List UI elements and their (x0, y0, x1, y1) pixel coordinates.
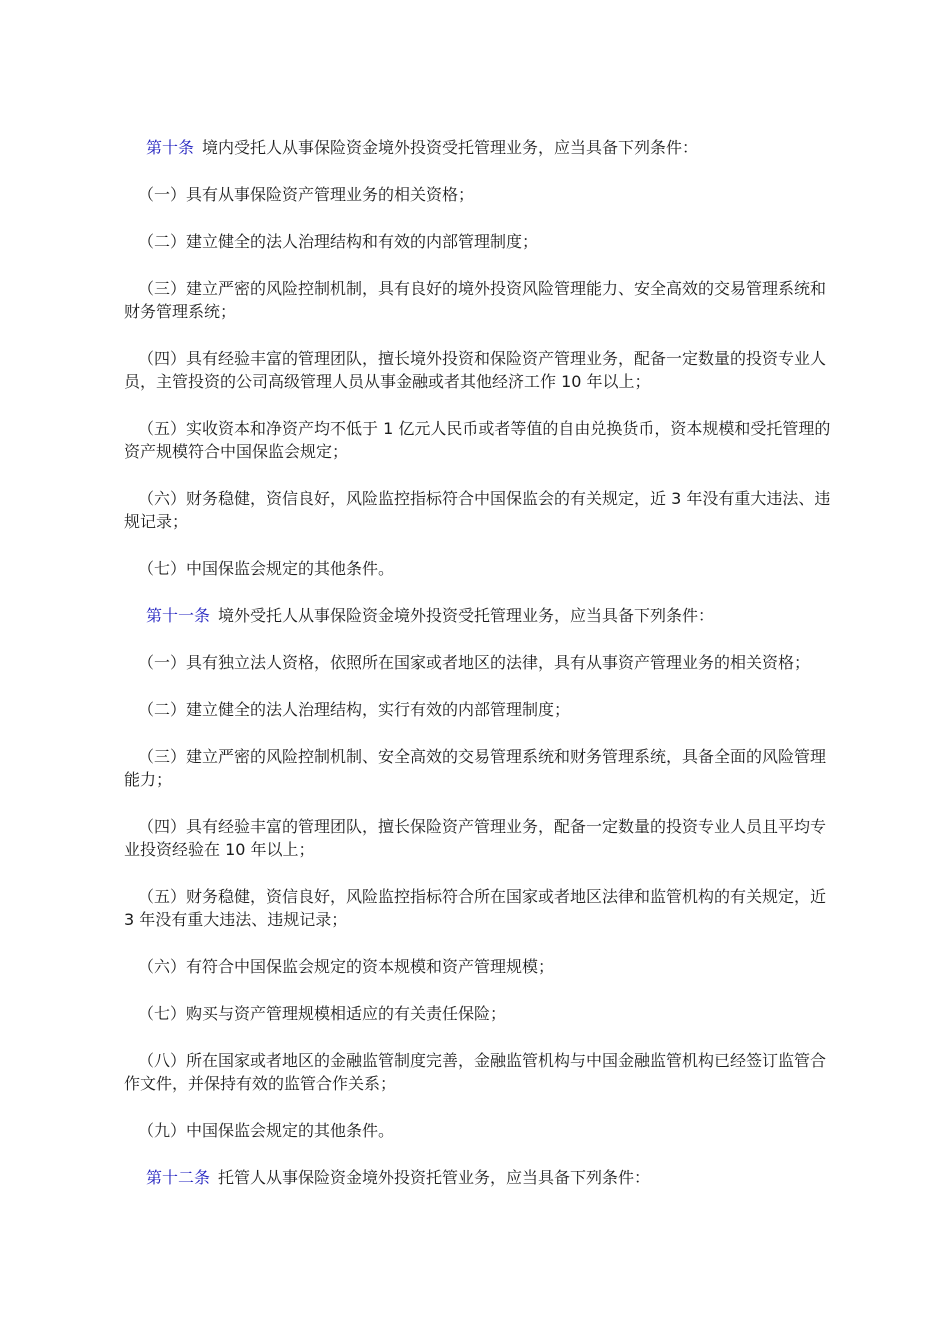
article-12-label: 第十二条 (146, 1168, 211, 1187)
article-11-label: 第十一条 (146, 606, 211, 625)
article-10-item-4: （四）具有经验丰富的管理团队，擅长境外投资和保险资产管理业务，配备一定数量的投资专业人员，主管投资的公司高级管理人员从事金融或者其他经济工作 10 年以上； (124, 349, 827, 391)
article-11-item-4: （四）具有经验丰富的管理团队，擅长保险资产管理业务，配备一定数量的投资专业人员且平均专业投资经验在 10 年以上； (124, 817, 827, 859)
article-11-item-2: （二）建立健全的法人治理结构，实行有效的内部管理制度； (138, 700, 571, 719)
article-11-item-3: （三）建立严密的风险控制机制、安全高效的交易管理系统和财务管理系统，具备全面的风险管理能力； (124, 747, 827, 789)
document-body (124, 136, 834, 1213)
article-11-item-9: （九）中国保监会规定的其他条件。 (138, 1121, 395, 1140)
article-12-heading (124, 1166, 834, 1189)
article-11-item-8: （八）所在国家或者地区的金融监管制度完善，金融监管机构与中国金融监管机构已经签订监管合作文件，并保持有效的监管合作关系； (124, 1051, 827, 1093)
article-11-item-6: （六）有符合中国保监会规定的资本规模和资产管理规模； (138, 957, 555, 976)
article-10-item-7: （七）中国保监会规定的其他条件。 (138, 559, 395, 578)
article-11-heading (124, 604, 834, 627)
article-10-heading (124, 136, 834, 159)
article-11-text: 境外受托人从事保险资金境外投资受托管理业务，应当具备下列条件： (218, 606, 715, 625)
article-11-item-1: （一）具有独立法人资格，依照所在国家或者地区的法律，具有从事资产管理业务的相关资格； (138, 653, 811, 672)
article-11-item-5: （五）财务稳健，资信良好，风险监控指标符合所在国家或者地区法律和监管机构的有关规定，近 3 年没有重大违法、违规记录； (124, 887, 827, 929)
article-12-text: 托管人从事保险资金境外投资托管业务，应当具备下列条件： (218, 1168, 651, 1187)
article-10-text: 境内受托人从事保险资金境外投资受托管理业务，应当具备下列条件： (202, 138, 699, 157)
article-10-item-6: （六）财务稳健，资信良好，风险监控指标符合中国保监会的有关规定，近 3 年没有重大违法、违规记录； (124, 489, 831, 531)
article-11-item-7: （七）购买与资产管理规模相适应的有关责任保险； (138, 1004, 507, 1023)
article-10-item-3: （三）建立严密的风险控制机制，具有良好的境外投资风险管理能力、安全高效的交易管理系统和财务管理系统； (124, 279, 827, 321)
article-10-item-1: （一）具有从事保险资产管理业务的相关资格； (138, 185, 475, 204)
article-10-label: 第十条 (146, 138, 195, 157)
article-10-item-5: （五）实收资本和净资产均不低于 1 亿元人民币或者等值的自由兑换货币，资本规模和受托管理的资产规模符合中国保监会规定； (124, 419, 831, 461)
article-10-item-2: （二）建立健全的法人治理结构和有效的内部管理制度； (138, 232, 539, 251)
